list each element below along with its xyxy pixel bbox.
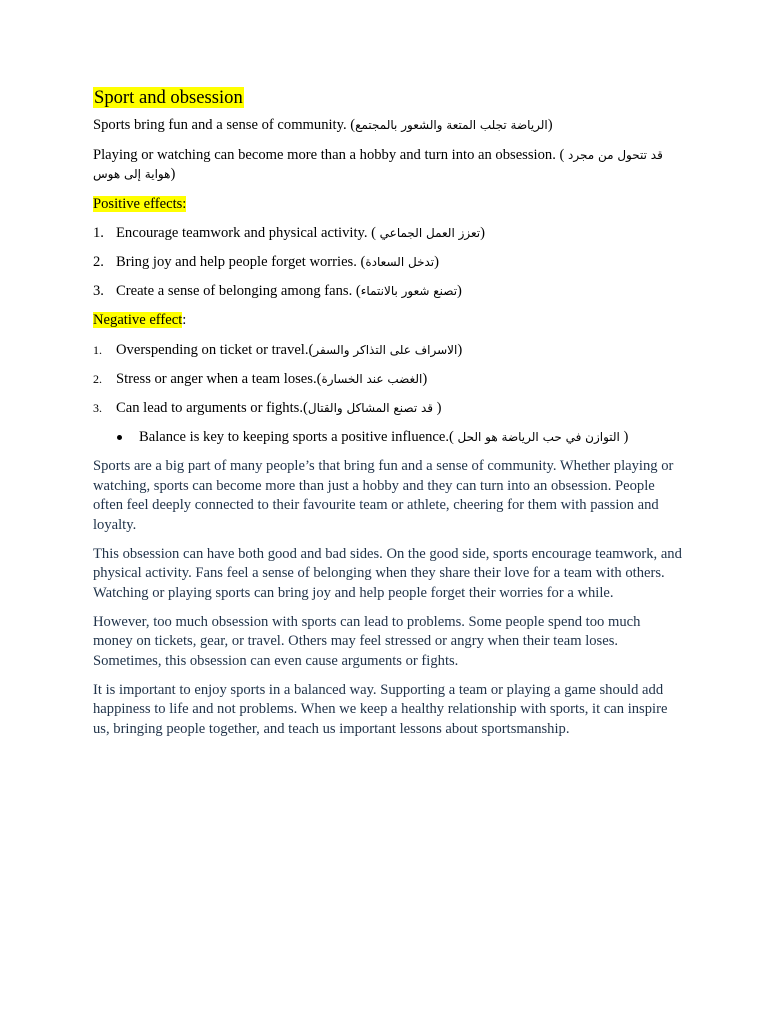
list-item xyxy=(93,282,683,302)
item-english: Create a sense of belonging among fans. ( xyxy=(116,283,361,299)
intro-1-close: ) xyxy=(547,117,553,133)
intro-1-arabic: الرياضة تجلب المتعة والشعور بالمجتمع xyxy=(355,118,548,132)
intro-2-english: Playing or watching can become more than a hobby and turn into an obsession. ( xyxy=(93,146,568,163)
item-english: Encourage teamwork and physical activity. ( xyxy=(116,225,380,241)
item-english: Can lead to arguments or fights.( xyxy=(116,399,308,416)
item-close: ) xyxy=(434,254,439,270)
list-item xyxy=(93,399,683,419)
item-close: ) xyxy=(480,225,486,241)
negative-label-colon: : xyxy=(182,312,187,328)
item-arabic: الغضب عند الخسارة xyxy=(321,371,423,386)
body-paragraph-2: This obsession can have both good and bad sides. On the good side, sports encourage teamwork, and physical activity. Fans feel a sense of belonging when they share their love for a team with others. Watching or playing sports can bring joy and help people forget their worries for a while. xyxy=(93,545,682,601)
item-close: ) xyxy=(457,283,462,299)
intro-2-close: ) xyxy=(170,166,176,182)
negative-effect-label: Negative effect xyxy=(93,312,183,328)
body-paragraph-4: It is important to enjoy sports in a balanced way. Supporting a team or playing a game should add happiness to life and not problems. When we keep a healthy relationship with sports, it can inspire us, bringing people together, and teach us important lessons about sportsmanship. xyxy=(93,681,668,737)
title-row xyxy=(93,86,683,110)
body-paragraph-3: However, too much obsession with sports can lead to problems. Some people spend too much money on tickets, gear, or travel. Others may feel stressed or angry when their team loses. Sometimes, this obsession can even cause arguments or fights. xyxy=(93,613,641,669)
list-number: 1. xyxy=(93,225,104,241)
list-item xyxy=(93,370,683,390)
list-item xyxy=(93,341,683,361)
body-paragraph-1: Sports are a big part of many people’s that bring fun and a sense of community. Whether playing or watching, sports can become more than just a hobby and they can turn into an obsession. People often feel deeply connected to their favourite team or athlete, cheering for them with passion and loyalty. xyxy=(93,458,674,533)
bullet-english: Balance is key to keeping sports a positive influence.( xyxy=(139,428,458,445)
bullet-dot-icon xyxy=(117,435,122,440)
item-arabic: قد تصنع المشاكل والقتال xyxy=(307,400,434,415)
balance-bullet-list xyxy=(93,428,683,448)
positive-label-row xyxy=(93,195,683,215)
positive-effects-label: Positive effects: xyxy=(93,195,187,212)
list-number: 1. xyxy=(93,342,102,357)
list-number: 3. xyxy=(93,400,102,415)
list-item xyxy=(93,224,683,244)
item-arabic: الاسراف على التذاكر والسفر xyxy=(313,342,458,357)
intro-2-arabic: قد تتحول من مجرد هواية إلى هوس xyxy=(93,147,663,181)
item-arabic: تعزز العمل الجماعي xyxy=(379,226,481,240)
positive-effects-list xyxy=(93,224,683,302)
item-english: Overspending on ticket or travel.( xyxy=(116,341,314,358)
list-item xyxy=(93,253,683,273)
list-number: 2. xyxy=(93,254,104,270)
item-close: ) xyxy=(457,341,463,358)
intro-line-1 xyxy=(93,116,683,136)
intro-line-2 xyxy=(93,146,683,185)
negative-label-row xyxy=(93,311,683,331)
list-number: 2. xyxy=(93,371,102,386)
item-arabic: تدخل السعادة xyxy=(365,255,435,269)
item-arabic: تصنع شعور بالانتماء xyxy=(360,284,458,298)
item-close: ) xyxy=(422,370,428,387)
item-english: Stress or anger when a team loses.( xyxy=(116,370,322,387)
document-page xyxy=(93,86,683,749)
item-english: Bring joy and help people forget worries. ( xyxy=(116,254,366,270)
bullet-arabic: التوازن في حب الرياضة هو الحل xyxy=(457,429,620,444)
intro-1-english: Sports bring fun and a sense of community. ( xyxy=(93,117,356,133)
list-number: 3. xyxy=(93,283,104,299)
negative-effects-list xyxy=(93,341,683,419)
bullet-close: ) xyxy=(619,428,629,445)
bullet-item xyxy=(93,428,683,448)
item-close: ) xyxy=(433,399,442,416)
page-title: Sport and obsession xyxy=(94,87,243,108)
